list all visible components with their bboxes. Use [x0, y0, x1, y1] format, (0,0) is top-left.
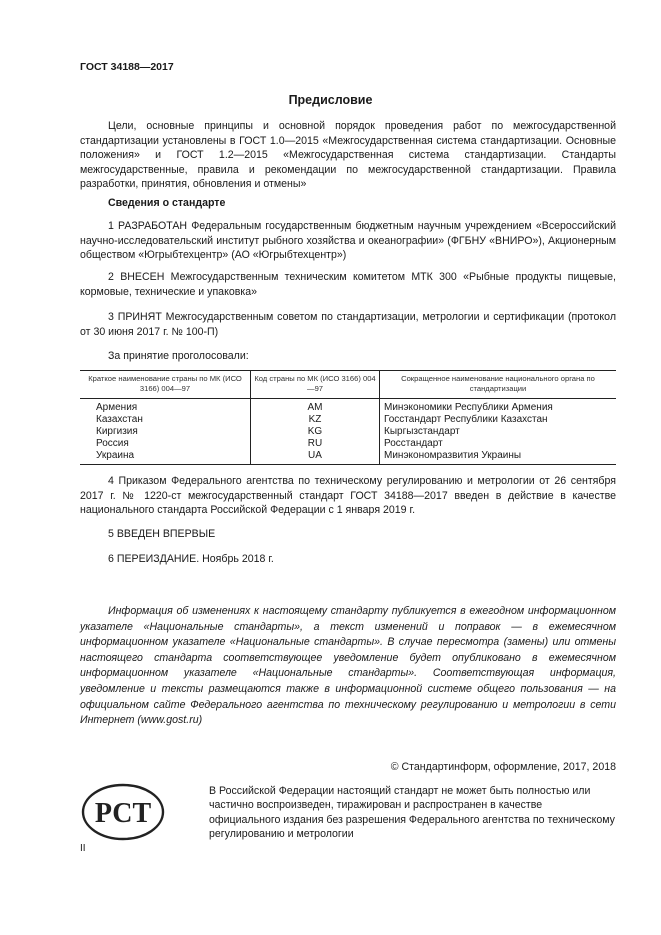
table-row — [80, 414, 616, 426]
intro-paragraph: Цели, основные принципы и основной порядок проведения работ по межгосударственной стандартизации установлены в ГОСТ 1.0—2015 «Межгосударственная система стандартизации. Основные положения» и ГОСТ 1.2—2015 «Межгосударственная система стандартизации. Стандарты межгосударственные, правила и рекомендации по межгосударственной стандартизации. Правила разработки, принятия, обновления и отмены» — [80, 120, 616, 191]
country-cell: Украина — [80, 450, 251, 465]
document-code: ГОСТ 34188—2017 — [80, 61, 174, 73]
standards-body-cell: Госстандарт Республики Казахстан — [380, 414, 617, 426]
country-cell: Казахстан — [96, 414, 143, 425]
copyright-notice: © Стандартинформ, оформление, 2017, 2018 — [390, 761, 616, 773]
country-cell: Армения — [96, 402, 138, 413]
table-header-row — [80, 371, 616, 399]
standards-body-cell: Минэкономразвития Украины — [380, 450, 617, 465]
code-cell: UA — [251, 450, 380, 465]
table-header-body: Сокращенное наименование национального органа по стандартизации — [380, 371, 617, 399]
logo-text: РСТ — [94, 798, 152, 829]
standards-body-cell: Кыргызстандарт — [380, 426, 617, 438]
table-row — [80, 399, 616, 415]
table-header-country: Краткое наименование страны по МК (ИСО 3166) 004—97 — [80, 371, 251, 399]
page-number: II — [80, 843, 86, 854]
item-1-developed: 1 РАЗРАБОТАН Федеральным государственным бюджетным научным учреждением «Всероссийский научно-исследовательский институт рыбного хозяйства и океанографии» (ФГБНУ «ВНИРО»), Акционерным обществом «Югрыбтехцентр» (АО «Югрыбтехцентр») — [80, 220, 616, 262]
code-cell: AM — [251, 399, 380, 415]
code-cell: KG — [251, 426, 380, 438]
country-cell: Россия — [96, 438, 129, 449]
changes-info-note: Информация об изменениях к настоящему стандарту публикуется в ежегодном информационном указателе «Национальные стандарты», а текст изменений и поправок — в ежемесячном информационном указателе «Национальные стандарты». В случае пересмотра (замены) или отмены настоящего стандарта соответствующее уведомление будет опубликовано в ежемесячном информационном указателе «Национальные стандарты». Соответствующая информация, уведомление и тексты размещаются также в информационной системе общего пользования — на официальном сайте Федерального агентства по техническому регулированию и метрологии в сети Интернет (www.gost.ru) — [80, 605, 616, 727]
standards-body-cell: Росстандарт — [380, 438, 617, 450]
reproduction-notice: В Российской Федерации настоящий стандарт не может быть полностью или частично воспроизведен, тиражирован и распространен в качестве официального издания без разрешения Федерального агентства по техническому регулированию и метрологии — [209, 785, 615, 841]
item-3-adopted: 3 ПРИНЯТ Межгосударственным советом по стандартизации, метрологии и сертификации (протокол от 30 июня 2017 г. № 100-П) — [80, 311, 616, 338]
item-4-order: 4 Приказом Федерального агентства по техническому регулированию и метрологии от 26 сентября 2017 г. № 1220-ст межгосударственный стандарт ГОСТ 34188—2017 введен в действие в качестве национального стандарта Российской Федерации с 1 января 2019 г. — [80, 475, 616, 517]
page-title: Предисловие — [288, 93, 373, 107]
section-title: Сведения о стандарте — [108, 197, 226, 209]
table-row — [80, 426, 616, 438]
item-6-reissue: 6 ПЕРЕИЗДАНИЕ. Ноябрь 2018 г. — [108, 553, 274, 565]
vote-label: За принятие проголосовали: — [108, 350, 249, 362]
code-cell: RU — [251, 438, 380, 450]
table-row — [80, 450, 616, 465]
item-2-submitted: 2 ВНЕСЕН Межгосударственным техническим комитетом МТК 300 «Рыбные продукты пищевые, кормовые, технические и упаковка» — [80, 271, 616, 298]
rst-certification-logo-icon — [80, 782, 166, 842]
voting-countries-table — [80, 370, 616, 465]
item-5-first-introduced: 5 ВВЕДЕН ВПЕРВЫЕ — [108, 528, 216, 540]
country-cell: Киргизия — [96, 426, 138, 437]
code-cell: KZ — [251, 414, 380, 426]
table-row — [80, 438, 616, 450]
table-header-code: Код страны по МК (ИСО 3166) 004—97 — [251, 371, 380, 399]
standards-body-cell: Минэкономики Республики Армения — [380, 399, 617, 415]
